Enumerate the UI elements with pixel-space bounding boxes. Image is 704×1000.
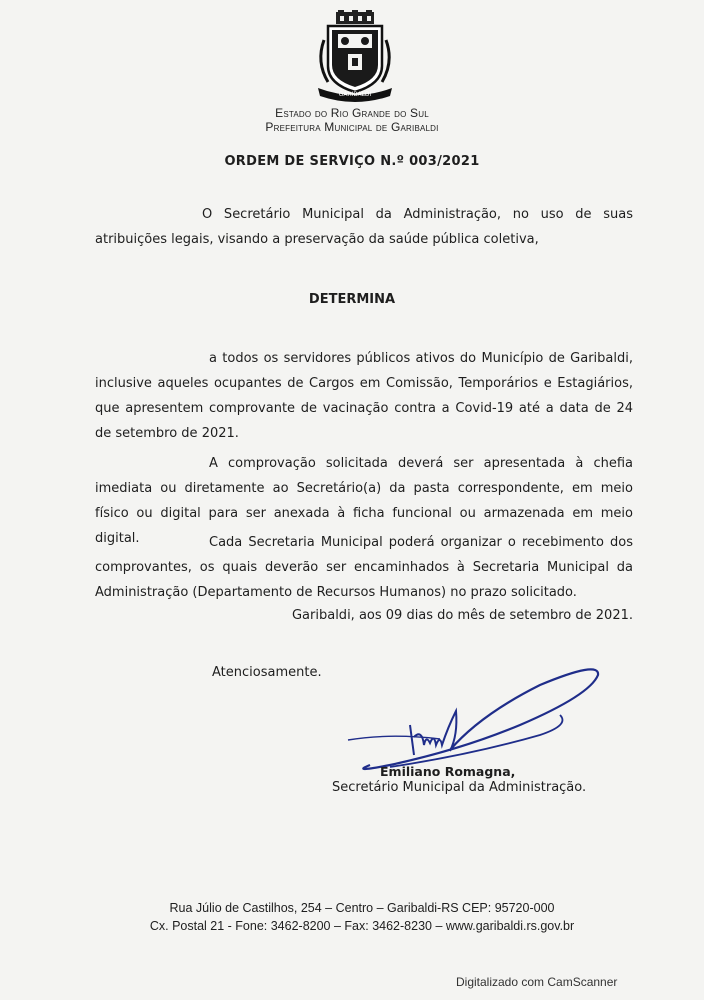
intro-paragraph: O Secretário Municipal da Administração, no uso de suas atribuições legais, visando a preservação da saúde pública coletiva, <box>95 207 633 247</box>
body-paragraph-3: Cada Secretaria Municipal poderá organizar o recebimento dos comprovantes, os quais deverão ser encaminhados à Secretaria Municipal da Administração (Departamento de Recursos Humanos) no prazo solicitado. <box>95 535 633 600</box>
signer-role: Secretário Municipal da Administração. <box>332 780 587 795</box>
document-title: ORDEM DE SERVIÇO N.º 003/2021 <box>224 154 480 169</box>
footer-address: Rua Júlio de Castilhos, 254 – Centro – Garibaldi-RS CEP: 95720-000 <box>169 901 555 915</box>
scanner-watermark: Digitalizado com CamScanner <box>456 975 618 989</box>
svg-text:GARIBALDI: GARIBALDI <box>338 91 372 98</box>
determina-heading: DETERMINA <box>308 292 396 307</box>
handwritten-signature <box>330 655 620 780</box>
body-paragraph-2: A comprovação solicitada deverá ser apresentada à chefia imediata ou diretamente ao Secretário(a) da pasta correspondente, em meio físico ou digital para ser anexada à ficha funcional ou armazenada em meio digital. <box>95 456 633 546</box>
dateline: Garibaldi, aos 09 dias do mês de setembro de 2021. <box>291 608 633 623</box>
body-paragraph-1: a todos os servidores públicos ativos do Município de Garibaldi, inclusive aqueles ocupantes de Cargos em Comissão, Temporários e Estagiários, que apresentem comprovante de vacinação contra a Covid-19 até a data de 24 de setembro de 2021. <box>95 351 633 441</box>
signer-name: Emiliano Romagna, <box>380 764 516 779</box>
letterhead-state: Estado do Rio Grande do Sul <box>275 106 429 120</box>
letterhead-municipality: Prefeitura Municipal de Garibaldi <box>265 120 439 134</box>
municipal-coat-of-arms <box>314 10 396 102</box>
closing-salutation: Atenciosamente. <box>212 665 322 680</box>
footer-contact: Cx. Postal 21 - Fone: 3462-8200 – Fax: 3462-8230 – www.garibaldi.rs.gov.br <box>149 919 575 933</box>
